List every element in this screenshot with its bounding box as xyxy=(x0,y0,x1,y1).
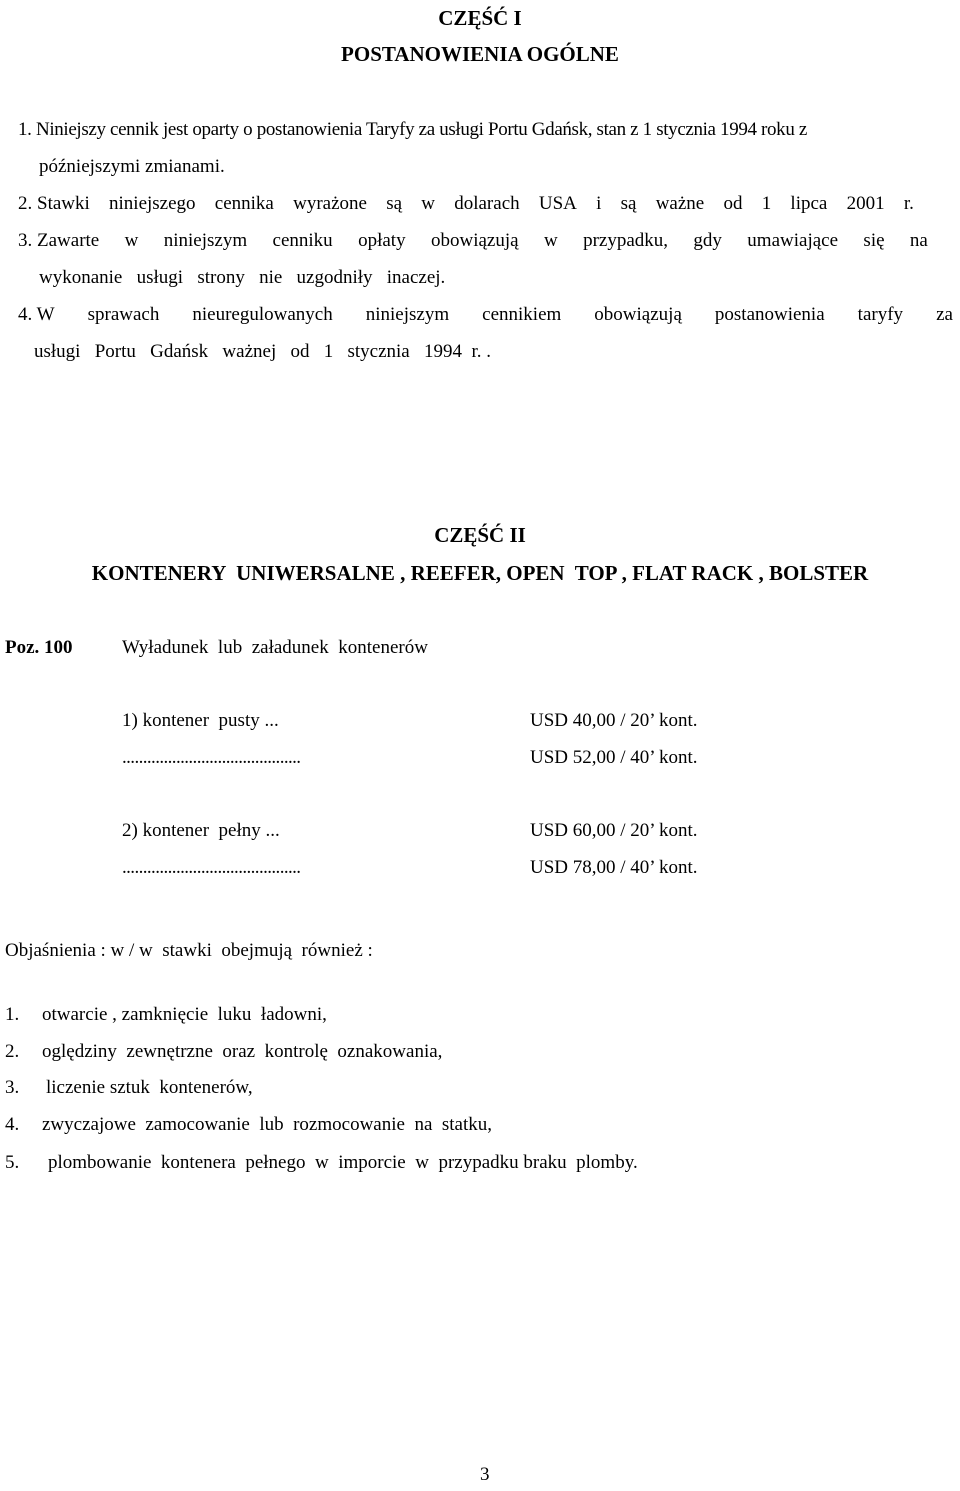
item-2-word: r. xyxy=(903,193,914,214)
item-3-word: opłaty xyxy=(358,230,406,251)
note-number: 3. xyxy=(5,1077,20,1098)
note-number: 2. xyxy=(5,1041,20,1062)
item-4-word: taryfy xyxy=(857,304,904,325)
item-3-line-1 xyxy=(18,231,928,250)
item-4-word: nieuregulowanych xyxy=(192,304,333,325)
rate-price: USD 52,00 / 40’ kont. xyxy=(530,747,698,768)
rate-price: USD 78,00 / 40’ kont. xyxy=(530,857,698,878)
rate-leader: ........................................... xyxy=(122,857,301,878)
item-3-word: na xyxy=(909,230,928,251)
item-2-word: cennika xyxy=(214,193,274,214)
rate-leader: ........................................... xyxy=(122,747,301,768)
position-number: Poz. 100 xyxy=(5,637,73,658)
item-2-word: od xyxy=(723,193,743,214)
item-3-word: obowiązują xyxy=(430,230,519,251)
rate-label: 2) kontener pełny ... xyxy=(122,820,280,841)
item-2-word: i xyxy=(596,193,602,214)
item-2-word: są xyxy=(386,193,403,214)
item-3-word: w xyxy=(543,230,558,251)
item-1-line-2: późniejszymi zmianami. xyxy=(39,156,225,177)
item-3-line-2: wykonanie usługi strony nie uzgodniły inaczej. xyxy=(39,267,446,288)
item-3-word: umawiające xyxy=(747,230,839,251)
rate-price: USD 40,00 / 20’ kont. xyxy=(530,710,698,731)
item-3-word: gdy xyxy=(693,230,722,251)
item-4-word: 4. W xyxy=(18,304,55,325)
item-2-word: 2001 xyxy=(846,193,885,214)
item-3-word: się xyxy=(863,230,885,251)
item-3-word: 3. Zawarte xyxy=(18,230,100,251)
item-3-word: niniejszym xyxy=(163,230,248,251)
item-4-line-2: usługi Portu Gdańsk ważnej od 1 stycznia 1994 r. . xyxy=(34,341,492,362)
note-number: 4. xyxy=(5,1114,20,1135)
part1-heading: CZĘŚĆ I xyxy=(438,6,522,30)
item-2-word: lipca xyxy=(790,193,828,214)
rate-price: USD 60,00 / 20’ kont. xyxy=(530,820,698,841)
item-2-word: 1 xyxy=(761,193,772,214)
item-2-line-1 xyxy=(18,194,914,213)
item-1-line-1: 1. Niniejszy cennik jest oparty o postanowienia Taryfy za usługi Portu Gdańsk, stan z 1 stycznia 1994 roku z xyxy=(18,119,807,140)
item-4-line-1 xyxy=(18,305,953,324)
item-4-word: cennikiem xyxy=(482,304,562,325)
note-number: 5. xyxy=(5,1152,20,1173)
item-2-word: są xyxy=(620,193,637,214)
item-4-word: postanowienia xyxy=(714,304,825,325)
item-2-word: 2. Stawki xyxy=(18,193,90,214)
item-3-word: przypadku, xyxy=(583,230,669,251)
item-2-word: w xyxy=(421,193,435,214)
note-number: 1. xyxy=(5,1004,20,1025)
item-2-word: dolarach xyxy=(454,193,520,214)
item-2-word: niniejszego xyxy=(109,193,196,214)
item-4-word: niniejszym xyxy=(365,304,450,325)
part1-title: POSTANOWIENIA OGÓLNE xyxy=(341,42,619,66)
note-text: otwarcie , zamknięcie luku ładowni, xyxy=(42,1004,327,1025)
item-3-word: cenniku xyxy=(272,230,333,251)
item-2-word: ważne xyxy=(655,193,705,214)
part2-title: KONTENERY UNIWERSALNE , REEFER, OPEN TOP , FLAT RACK , BOLSTER xyxy=(91,561,869,585)
page-number: 3 xyxy=(480,1464,490,1485)
position-title: Wyładunek lub załadunek kontenerów xyxy=(122,637,428,658)
item-4-word: za xyxy=(936,304,953,325)
item-2-word: wyrażone xyxy=(293,193,367,214)
note-text: zwyczajowe zamocowanie lub rozmocowanie na statku, xyxy=(42,1114,493,1135)
item-4-word: obowiązują xyxy=(594,304,682,325)
item-3-word: w xyxy=(124,230,139,251)
note-text: oględziny zewnętrzne oraz kontrolę oznakowania, xyxy=(42,1041,443,1062)
notes-title: Objaśnienia : w / w stawki obejmują również : xyxy=(5,940,373,961)
note-text: liczenie sztuk kontenerów, xyxy=(46,1077,253,1098)
item-4-word: sprawach xyxy=(87,304,160,325)
note-text: plombowanie kontenera pełnego w imporcie w przypadku braku plomby. xyxy=(48,1152,638,1173)
rate-label: 1) kontener pusty ... xyxy=(122,710,279,731)
item-2-word: USA xyxy=(538,193,577,214)
part2-heading: CZĘŚĆ II xyxy=(434,523,526,547)
